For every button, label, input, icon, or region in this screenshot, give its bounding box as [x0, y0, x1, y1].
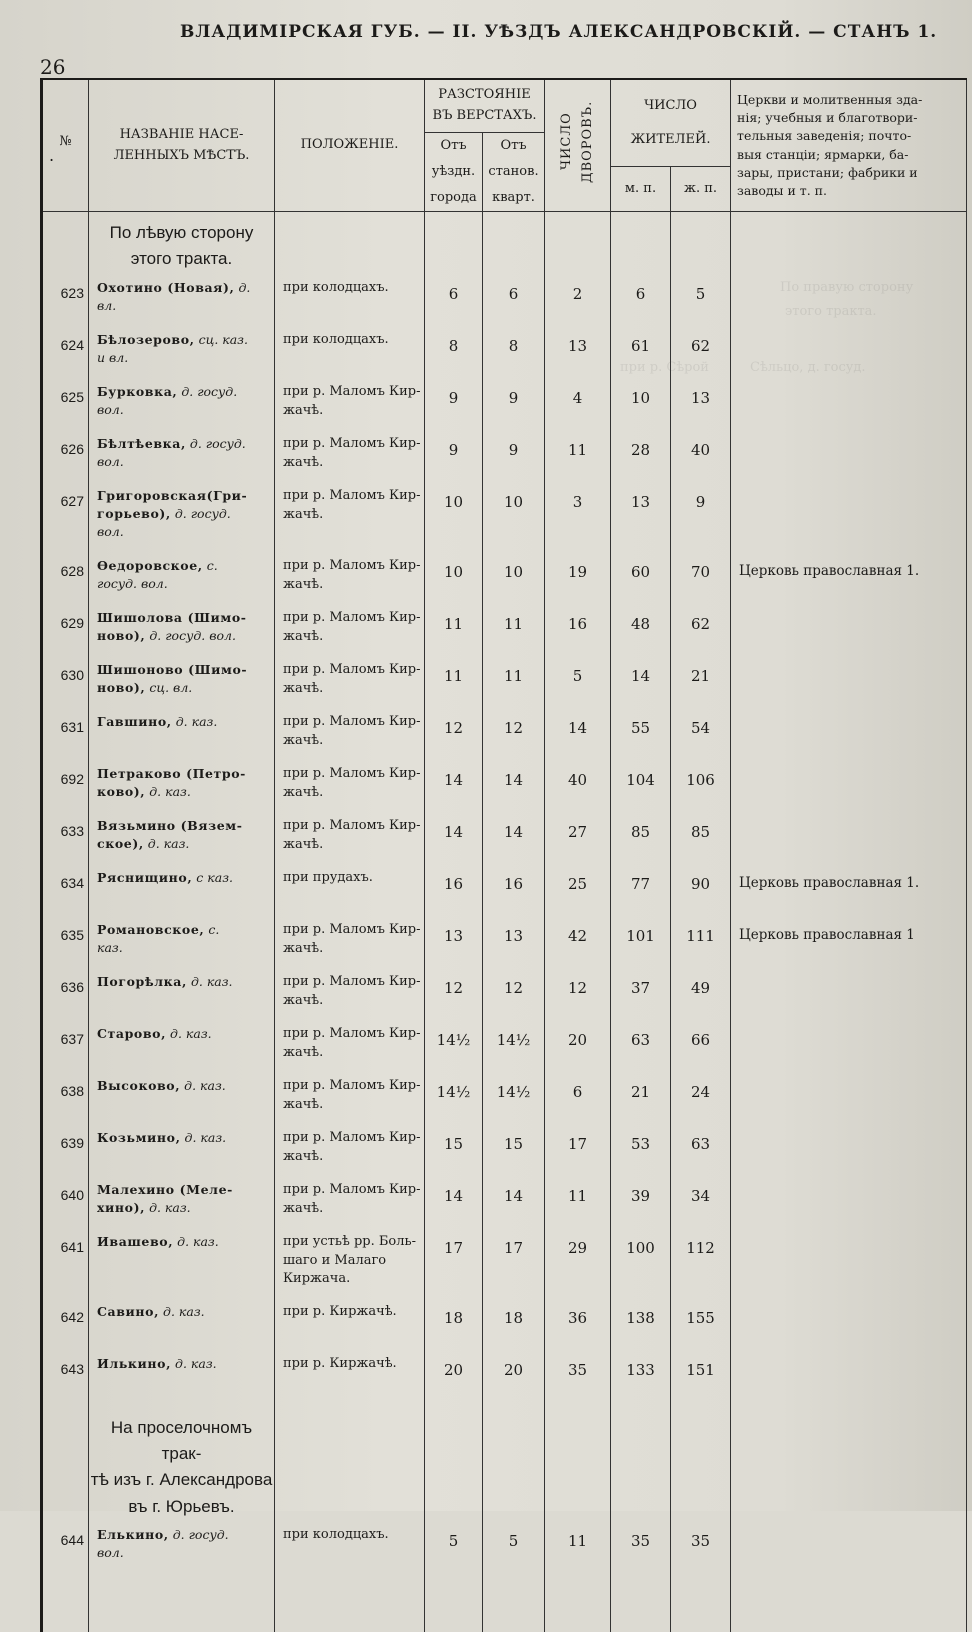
row-female: 35: [671, 1526, 731, 1632]
row-households: 2: [545, 279, 611, 331]
row-church: Церковь православная 1: [731, 921, 967, 973]
row-male: 39: [611, 1181, 671, 1233]
row-church: Церковь православная 1.: [731, 557, 967, 609]
row-number: 624: [42, 331, 89, 383]
bleed-through-text: Сѣльцо, д. госуд.: [750, 360, 866, 375]
row-number: 634: [42, 869, 89, 921]
settlement-name: Григоровская(Гри- горьево),: [97, 487, 248, 521]
row-distance-station: 10: [483, 557, 545, 609]
row-distance-station: 14½: [483, 1077, 545, 1129]
row-male: 100: [611, 1233, 671, 1303]
settlement-type: с. госуд. вол.: [97, 557, 218, 591]
table-row: [42, 1233, 967, 1303]
row-distance-station: 16: [483, 869, 545, 921]
row-number: 638: [42, 1077, 89, 1129]
row-position: при р. Киржачѣ.: [275, 1355, 425, 1407]
row-households: 12: [545, 973, 611, 1025]
row-position: при р. Маломъ Кир- жачѣ.: [275, 973, 425, 1025]
row-distance-station: 9: [483, 435, 545, 487]
row-position: при р. Маломъ Кир- жачѣ.: [275, 609, 425, 661]
row-church: [731, 765, 967, 817]
settlement-name: Погорѣлка,: [97, 973, 187, 989]
row-church: [731, 435, 967, 487]
row-position: при р. Киржачѣ.: [275, 1303, 425, 1355]
row-position: при р. Маломъ Кир- жачѣ.: [275, 1129, 425, 1181]
settlement-type: сц. вл.: [149, 679, 193, 695]
row-distance-town: 11: [425, 661, 483, 713]
row-households: 19: [545, 557, 611, 609]
row-position: при р. Маломъ Кир- жачѣ.: [275, 1077, 425, 1129]
table-row: [42, 661, 967, 713]
row-church: [731, 973, 967, 1025]
row-distance-town: 9: [425, 435, 483, 487]
row-position: при р. Маломъ Кир- жачѣ.: [275, 1025, 425, 1077]
settlement-type: д. каз.: [149, 783, 191, 799]
row-distance-station: 9: [483, 383, 545, 435]
row-male: 77: [611, 869, 671, 921]
header-inhabitants: ЧИСЛО ЖИТЕЛЕЙ.: [611, 79, 731, 167]
header-male: м. п.: [611, 167, 671, 212]
row-position: при р. Маломъ Кир- жачѣ.: [275, 921, 425, 973]
row-distance-town: 13: [425, 921, 483, 973]
row-distance-town: 6: [425, 279, 483, 331]
page-number: 26: [40, 55, 66, 79]
settlement-name: Ряснищино,: [97, 869, 193, 885]
row-name: [89, 1233, 275, 1303]
row-position: при р. Маломъ Кир- жачѣ.: [275, 557, 425, 609]
row-male: 10: [611, 383, 671, 435]
row-number: 642: [42, 1303, 89, 1355]
row-male: 48: [611, 609, 671, 661]
row-name: [89, 609, 275, 661]
settlement-name: Ивашево,: [97, 1233, 174, 1249]
section-row: [42, 1407, 967, 1526]
row-distance-station: 11: [483, 609, 545, 661]
settlement-type: д. каз.: [177, 1233, 219, 1249]
row-name: [89, 869, 275, 921]
table-row: [42, 713, 967, 765]
row-number: 635: [42, 921, 89, 973]
settlement-name: Илькино,: [97, 1355, 172, 1371]
row-church: [731, 1181, 967, 1233]
settlements-table: [40, 78, 967, 1632]
row-male: 13: [611, 487, 671, 557]
row-households: 35: [545, 1355, 611, 1407]
row-female: 63: [671, 1129, 731, 1181]
row-female: 21: [671, 661, 731, 713]
row-church: [731, 609, 967, 661]
table-row: [42, 765, 967, 817]
row-male: 104: [611, 765, 671, 817]
row-households: 16: [545, 609, 611, 661]
settlement-name: Елькино,: [97, 1527, 169, 1543]
row-distance-station: 12: [483, 713, 545, 765]
row-position: при р. Маломъ Кир- жачѣ.: [275, 817, 425, 869]
settlement-type: д. каз.: [190, 973, 233, 989]
settlement-type: д. каз.: [163, 1303, 205, 1319]
row-number: 641: [42, 1233, 89, 1303]
settlement-name: Бурковка,: [97, 383, 178, 399]
row-distance-station: 14: [483, 1181, 545, 1233]
row-households: 6: [545, 1077, 611, 1129]
row-number: 639: [42, 1129, 89, 1181]
row-distance-station: 14: [483, 765, 545, 817]
table-row: [42, 1303, 967, 1355]
row-number: 623: [42, 279, 89, 331]
settlement-name: Бѣлтѣевка,: [97, 435, 186, 451]
row-number: 628: [42, 557, 89, 609]
row-households: 14: [545, 713, 611, 765]
header-position: ПОЛОЖЕНІЕ.: [275, 79, 425, 212]
header-from-town: Отъ уѣздн. города: [425, 133, 483, 212]
row-church: [731, 279, 967, 331]
row-distance-town: 12: [425, 973, 483, 1025]
bleed-through-text: при р. Сѣрой: [620, 360, 709, 375]
row-distance-town: 14½: [425, 1077, 483, 1129]
settlement-type: д. каз.: [175, 1355, 217, 1371]
row-distance-station: 20: [483, 1355, 545, 1407]
row-position: при р. Маломъ Кир- жачѣ.: [275, 1181, 425, 1233]
row-distance-town: 14: [425, 1181, 483, 1233]
header-households: ЧИСЛО ДВОРОВЪ.: [545, 79, 611, 212]
row-number: 633: [42, 817, 89, 869]
row-name: [89, 713, 275, 765]
settlement-name: Гавшино,: [97, 713, 172, 729]
table-row: [42, 1355, 967, 1407]
row-number: 636: [42, 973, 89, 1025]
row-female: 90: [671, 869, 731, 921]
row-name: [89, 973, 275, 1025]
table-row: [42, 1025, 967, 1077]
bleed-through-text: этого тракта.: [785, 304, 877, 319]
row-name: [89, 1025, 275, 1077]
row-name: [89, 765, 275, 817]
row-distance-town: 11: [425, 609, 483, 661]
table-row: [42, 1526, 967, 1632]
row-name: [89, 1181, 275, 1233]
row-number: 630: [42, 661, 89, 713]
section-heading: На проселочномъ трак- тѣ изъ г. Александрова въ г. Юрьевъ.: [89, 1407, 275, 1526]
row-female: 54: [671, 713, 731, 765]
row-name: [89, 435, 275, 487]
row-male: 133: [611, 1355, 671, 1407]
row-name: [89, 1355, 275, 1407]
row-distance-station: 12: [483, 973, 545, 1025]
table-row: [42, 435, 967, 487]
row-male: 37: [611, 973, 671, 1025]
row-female: 70: [671, 557, 731, 609]
settlement-name: Шишоново (Шимо- ново),: [97, 661, 248, 695]
row-distance-town: 14½: [425, 1025, 483, 1077]
row-distance-station: 10: [483, 487, 545, 557]
row-households: 36: [545, 1303, 611, 1355]
row-name: [89, 1303, 275, 1355]
settlement-type: д. госуд. вол.: [149, 627, 236, 643]
row-households: 4: [545, 383, 611, 435]
row-female: 111: [671, 921, 731, 973]
header-name: НАЗВАНІЕ НАСЕ- ЛЕННЫХЪ МѢСТЪ.: [89, 79, 275, 212]
settlement-name: Вязьмино (Вязем- ское),: [97, 817, 243, 851]
row-female: 9: [671, 487, 731, 557]
row-male: 6: [611, 279, 671, 331]
row-church: [731, 661, 967, 713]
settlement-type: д. каз.: [170, 1025, 212, 1041]
row-female: 34: [671, 1181, 731, 1233]
header-from-station: Отъ станов. кварт.: [483, 133, 545, 212]
row-number: 637: [42, 1025, 89, 1077]
table-row: [42, 1077, 967, 1129]
row-church: [731, 1233, 967, 1303]
settlement-type: сц. каз. и вл.: [97, 331, 248, 365]
row-female: 106: [671, 765, 731, 817]
row-distance-town: 14: [425, 765, 483, 817]
row-position: при р. Маломъ Кир- жачѣ.: [275, 383, 425, 435]
row-households: 11: [545, 1526, 611, 1632]
row-households: 5: [545, 661, 611, 713]
settlement-type: с каз.: [196, 869, 233, 885]
settlement-name: Охотино (Новая),: [97, 279, 235, 295]
row-households: 3: [545, 487, 611, 557]
row-households: 40: [545, 765, 611, 817]
row-position: при р. Маломъ Кир- жачѣ.: [275, 661, 425, 713]
row-position: при прудахъ.: [275, 869, 425, 921]
table-row: [42, 609, 967, 661]
section-row: [42, 212, 967, 279]
row-distance-station: 14: [483, 817, 545, 869]
table-row: [42, 279, 967, 331]
row-households: 20: [545, 1025, 611, 1077]
row-name: [89, 661, 275, 713]
row-distance-town: 16: [425, 869, 483, 921]
row-name: [89, 1077, 275, 1129]
row-distance-town: 15: [425, 1129, 483, 1181]
row-church: Церковь православная 1.: [731, 869, 967, 921]
row-male: 61: [611, 331, 671, 383]
row-name: [89, 557, 275, 609]
row-households: 42: [545, 921, 611, 973]
settlement-name: Старово,: [97, 1025, 167, 1041]
row-households: 25: [545, 869, 611, 921]
row-name: [89, 817, 275, 869]
settlement-type: д. вл.: [97, 279, 251, 313]
row-female: 62: [671, 331, 731, 383]
row-male: 53: [611, 1129, 671, 1181]
row-position: при р. Маломъ Кир- жачѣ.: [275, 713, 425, 765]
row-church: [731, 1025, 967, 1077]
settlement-type: д. госуд. вол.: [97, 505, 231, 539]
row-male: 14: [611, 661, 671, 713]
row-male: 55: [611, 713, 671, 765]
row-church: [731, 1303, 967, 1355]
row-distance-town: 20: [425, 1355, 483, 1407]
row-distance-station: 14½: [483, 1025, 545, 1077]
row-households: 27: [545, 817, 611, 869]
row-distance-town: 12: [425, 713, 483, 765]
settlement-name: Ѳедоровское,: [97, 557, 203, 573]
row-number: 644: [42, 1526, 89, 1632]
row-number: 692: [42, 765, 89, 817]
row-church: [731, 331, 967, 383]
row-distance-town: 14: [425, 817, 483, 869]
row-church: [731, 1526, 967, 1632]
table-row: [42, 487, 967, 557]
settlement-type: с. каз.: [97, 921, 220, 955]
settlement-name: Высоково,: [97, 1077, 181, 1093]
row-church: [731, 487, 967, 557]
row-distance-station: 13: [483, 921, 545, 973]
row-female: 85: [671, 817, 731, 869]
settlement-name: Романовское,: [97, 921, 205, 937]
row-households: 11: [545, 1181, 611, 1233]
section-heading: По лѣвую сторону этого тракта.: [89, 212, 275, 279]
row-church: [731, 383, 967, 435]
table-row: [42, 869, 967, 921]
settlement-type: д. каз.: [175, 713, 218, 729]
row-distance-station: 6: [483, 279, 545, 331]
row-male: 28: [611, 435, 671, 487]
row-number: 629: [42, 609, 89, 661]
row-distance-town: 18: [425, 1303, 483, 1355]
row-church: [731, 713, 967, 765]
row-name: [89, 487, 275, 557]
settlement-type: д. каз.: [147, 835, 190, 851]
row-male: 138: [611, 1303, 671, 1355]
table-row: [42, 383, 967, 435]
row-female: 155: [671, 1303, 731, 1355]
row-position: при р. Маломъ Кир- жачѣ.: [275, 765, 425, 817]
row-position: при колодцахъ.: [275, 1526, 425, 1632]
row-female: 62: [671, 609, 731, 661]
row-households: 17: [545, 1129, 611, 1181]
settlement-name: Малехино (Меле- хино),: [97, 1181, 233, 1215]
settlement-type: д. госуд. вол.: [97, 435, 246, 469]
settlement-name: Бѣлозерово,: [97, 331, 195, 347]
table-row: [42, 557, 967, 609]
row-position: при устьѣ рр. Боль- шаго и Малаго Киржача.: [275, 1233, 425, 1303]
row-female: 66: [671, 1025, 731, 1077]
row-female: 112: [671, 1233, 731, 1303]
settlement-type: д. госуд. вол.: [97, 383, 238, 417]
row-distance-town: 17: [425, 1233, 483, 1303]
row-distance-station: 17: [483, 1233, 545, 1303]
settlement-type: д. каз.: [149, 1199, 191, 1215]
table-row: [42, 331, 967, 383]
row-distance-station: 8: [483, 331, 545, 383]
row-female: 49: [671, 973, 731, 1025]
row-number: 643: [42, 1355, 89, 1407]
row-male: 85: [611, 817, 671, 869]
row-male: 35: [611, 1526, 671, 1632]
row-position: при колодцахъ.: [275, 279, 425, 331]
header-churches: Церкви и молитвенныя зда- нія; учебныя и благотвори- тельныя заведенія; почто- выя станціи; ярмарки, ба- зары, пристани; фабрики и заводы и т. п.: [731, 79, 967, 212]
table-row: [42, 973, 967, 1025]
bleed-through-text: По правую сторону: [780, 280, 914, 295]
row-male: 21: [611, 1077, 671, 1129]
row-female: 13: [671, 383, 731, 435]
row-church: [731, 817, 967, 869]
table-row: [42, 921, 967, 973]
row-male: 60: [611, 557, 671, 609]
row-position: при р. Маломъ Кир- жачѣ.: [275, 435, 425, 487]
row-church: [731, 1355, 967, 1407]
running-head: ВЛАДИМІРСКАЯ ГУБ. — II. УѢЗДЪ АЛЕКСАНДРОВСКІЙ. — СТАНЪ 1.: [180, 22, 938, 42]
row-name: [89, 921, 275, 973]
row-households: 29: [545, 1233, 611, 1303]
row-name: [89, 383, 275, 435]
row-name: [89, 1129, 275, 1181]
row-distance-town: 8: [425, 331, 483, 383]
settlement-name: Савино,: [97, 1303, 160, 1319]
row-female: 40: [671, 435, 731, 487]
table-row: [42, 1181, 967, 1233]
row-male: 101: [611, 921, 671, 973]
row-female: 151: [671, 1355, 731, 1407]
settlement-name: Петраково (Петро- ково),: [97, 765, 246, 799]
settlement-name: Шишолова (Шимо- ново),: [97, 609, 247, 643]
row-number: 640: [42, 1181, 89, 1233]
row-distance-station: 5: [483, 1526, 545, 1632]
row-name: [89, 331, 275, 383]
header-no: № .: [42, 79, 89, 212]
row-position: при колодцахъ.: [275, 331, 425, 383]
row-name: [89, 279, 275, 331]
row-female: 5: [671, 279, 731, 331]
settlement-name: Козьмино,: [97, 1129, 181, 1145]
row-distance-station: 15: [483, 1129, 545, 1181]
table-row: [42, 817, 967, 869]
row-number: 625: [42, 383, 89, 435]
row-distance-town: 10: [425, 557, 483, 609]
row-female: 24: [671, 1077, 731, 1129]
row-households: 11: [545, 435, 611, 487]
row-church: [731, 1129, 967, 1181]
row-number: 631: [42, 713, 89, 765]
row-households: 13: [545, 331, 611, 383]
row-position: при р. Маломъ Кир- жачѣ.: [275, 487, 425, 557]
row-church: [731, 1077, 967, 1129]
settlement-type: д. каз.: [184, 1077, 226, 1093]
row-distance-town: 5: [425, 1526, 483, 1632]
row-male: 63: [611, 1025, 671, 1077]
row-number: 626: [42, 435, 89, 487]
header-female: ж. п.: [671, 167, 731, 212]
row-distance-station: 18: [483, 1303, 545, 1355]
row-name: [89, 1526, 275, 1632]
header-distance: РАЗСТОЯНІЕ ВЪ ВЕРСТАХЪ.: [425, 79, 545, 133]
row-distance-station: 11: [483, 661, 545, 713]
settlement-type: д. госуд. вол.: [97, 1527, 229, 1561]
settlement-type: д. каз.: [184, 1129, 227, 1145]
row-distance-town: 10: [425, 487, 483, 557]
row-distance-town: 9: [425, 383, 483, 435]
table-row: [42, 1129, 967, 1181]
row-number: 627: [42, 487, 89, 557]
